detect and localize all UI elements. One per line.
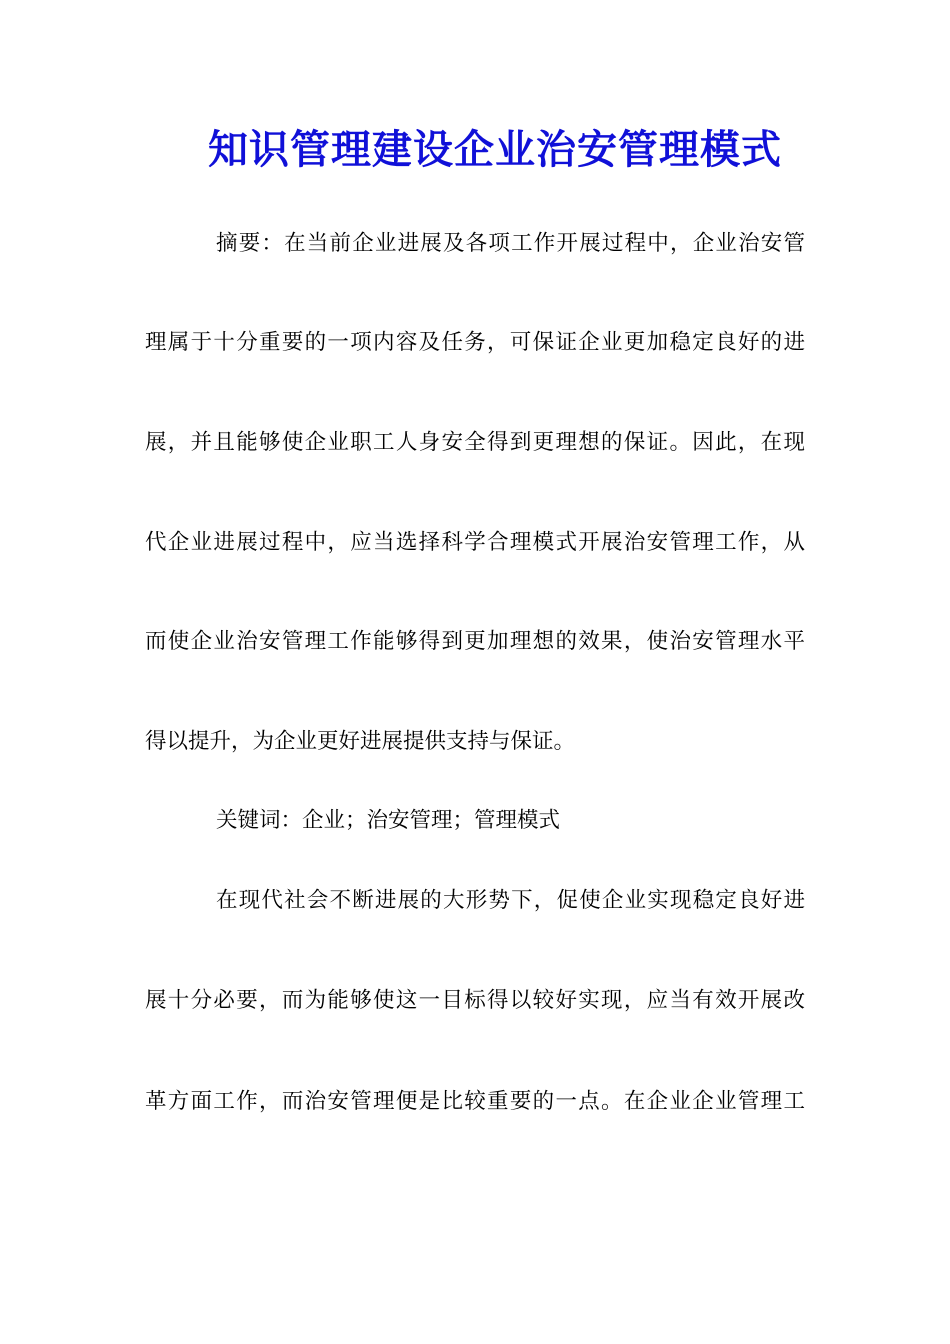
abstract-line: 理属于十分重要的一项内容及任务，可保证企业更加稳定良好的进 xyxy=(145,330,805,355)
keywords-line: 关键词：企业；治安管理；管理模式 xyxy=(216,808,561,833)
body-line: 在现代社会不断进展的大形势下，促使企业实现稳定良好进 xyxy=(216,888,805,913)
body-line: 革方面工作，而治安管理便是比较重要的一点。在企业企业管理工 xyxy=(145,1089,805,1114)
abstract-line: 得以提升，为企业更好进展提供支持与保证。 xyxy=(145,729,576,754)
abstract-line: 摘要：在当前企业进展及各项工作开展过程中，企业治安管 xyxy=(216,231,805,256)
abstract-line: 展，并且能够使企业职工人身安全得到更理想的保证。因此，在现 xyxy=(145,430,805,455)
document-title: 知识管理建设企业治安管理模式 xyxy=(208,126,782,173)
abstract-line: 代企业进展过程中，应当选择科学合理模式开展治安管理工作，从 xyxy=(145,530,805,555)
body-line: 展十分必要，而为能够使这一目标得以较好实现，应当有效开展改 xyxy=(145,988,805,1013)
abstract-line: 而使企业治安管理工作能够得到更加理想的效果，使治安管理水平 xyxy=(145,629,805,654)
